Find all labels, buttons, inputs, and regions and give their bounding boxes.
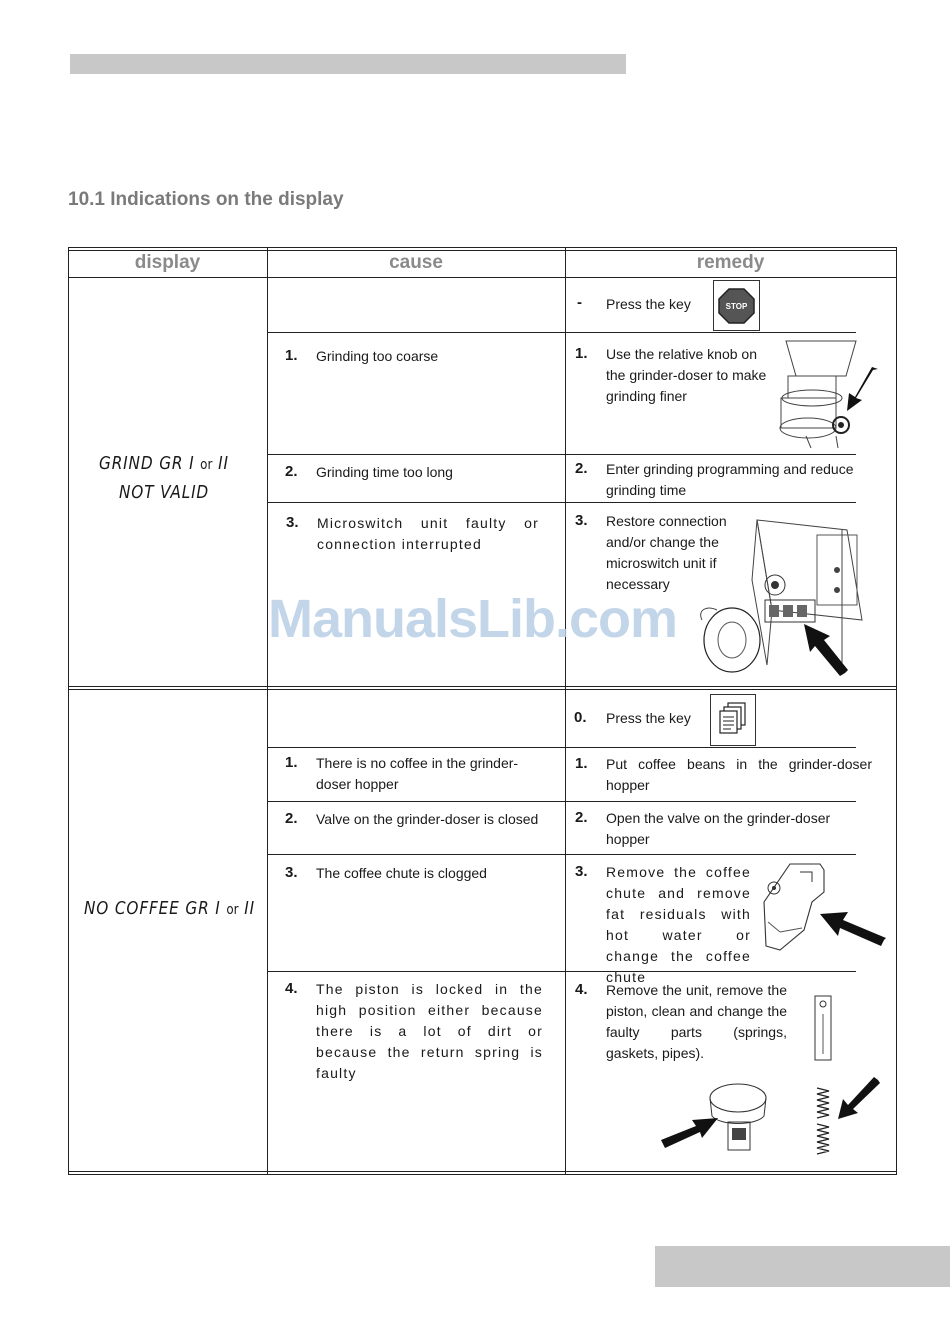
cause-number: 1. (285, 754, 298, 771)
cause-number: 1. (285, 347, 298, 364)
cause-text: Grinding time too long (316, 464, 453, 480)
arrow-icon (818, 910, 888, 950)
remedy-text: Restore connection and/or change the microswitch unit if necessary (606, 513, 727, 592)
cause-text: Valve on the grinder-doser is closed (316, 811, 539, 827)
remedy-number: 1. (575, 345, 588, 362)
cause-number: 4. (285, 980, 298, 997)
header-display: display (134, 252, 201, 273)
remedy-text: Press the key (606, 710, 691, 726)
remedy-number: 3. (575, 863, 588, 880)
remedy-text: Remove the unit, remove the piston, clean and change the faulty parts (springs, gaskets, pipes). (606, 982, 787, 1061)
cause-number: 3. (285, 864, 298, 881)
remedy-number: 3. (575, 512, 588, 529)
remedy-number: - (577, 294, 582, 311)
arrow-icon (845, 367, 880, 412)
cause-text: The piston is locked in the high position either because there is a lot of dirt or because the return spring is faulty (316, 981, 543, 1081)
remedy-text: Remove the coffee chute and remove fat residuals with hot water or change the coffee chute (606, 864, 751, 985)
header-cause: cause (389, 252, 443, 273)
remedy-number: 0. (574, 709, 587, 726)
display-message-grind: GRIND GR I or II (99, 453, 229, 474)
microswitch-unit-illustration (697, 510, 877, 680)
cause-text: Microswitch unit faulty or connection interrupted (317, 515, 539, 552)
remedy-text: Put coffee beans in the grinder-doser hopper (606, 756, 872, 793)
footer-bar (655, 1246, 950, 1287)
watermark: ManualsLib.com (268, 589, 678, 649)
display-message-no-coffee: NO COFFEE GR I or II (84, 898, 256, 919)
remedy-text: Use the relative knob on the grinder-doser to make grinding finer (606, 346, 767, 404)
remedy-text: Press the key (606, 296, 691, 312)
cause-text: The coffee chute is clogged (316, 865, 487, 881)
header-bar (70, 54, 626, 74)
remedy-number: 2. (575, 460, 588, 477)
arrow-icon (836, 1077, 881, 1122)
cause-number: 2. (285, 463, 298, 480)
remedy-text: Open the valve on the grinder-doser hopper (606, 810, 831, 847)
remedy-number: 4. (575, 981, 588, 998)
cause-number: 2. (285, 810, 298, 827)
remedy-number: 1. (575, 755, 588, 772)
remedy-number: 2. (575, 809, 588, 826)
header-remedy: remedy (696, 252, 765, 273)
piston-rod-illustration (812, 994, 836, 1064)
section-title: 10.1 Indications on the display (68, 189, 344, 210)
cause-number: 3. (286, 514, 299, 531)
cause-text: Grinding too coarse (316, 348, 439, 364)
spring-illustration (814, 1086, 832, 1158)
cause-text: There is no coffee in the grinder-doser hopper (316, 755, 519, 792)
arrow-icon (800, 618, 850, 678)
display-message-not-valid: NOT VALID (119, 482, 210, 503)
remedy-text: Enter grinding programming and reduce grinding time (606, 461, 854, 498)
stop-key-icon (713, 280, 760, 331)
documents-key-icon (710, 694, 756, 746)
svg-text:STOP: STOP (725, 302, 748, 311)
arrow-icon (660, 1116, 720, 1151)
